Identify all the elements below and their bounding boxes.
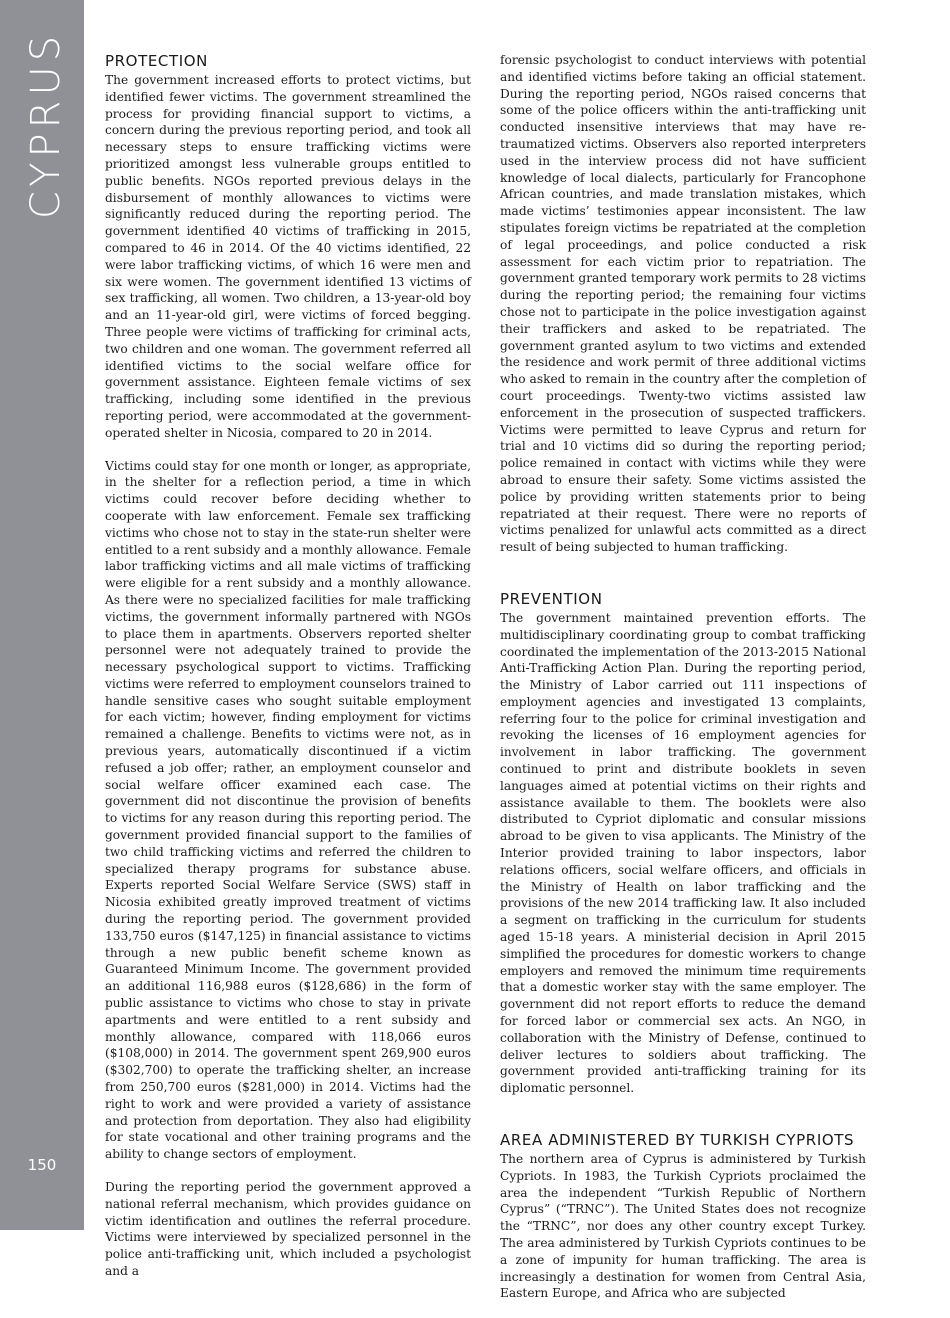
area-turkish-heading: AREA ADMINISTERED BY TURKISH CYPRIOTS [500, 1131, 855, 1150]
protection-paragraph-2: Victims could stay for one month or longer, as appropriate, in the shelter for a reflection period, a time in which victims could recover before deciding whether to cooperate with law enforcement. Female sex trafficking victims who chose not to stay in the state-run shelter were entitled to a rent subsidy and a monthly allowance. Female labor trafficking victims and all male victims of trafficking were eligible for a rent subsidy and a monthly allowance. As there were no specialized facilities for male trafficking victims, the government informally partnered with NGOs to place them in apartments. Observers reported shelter personnel were not adequately trained to provide the necessary psychological support to victims. Trafficking victims were referred to employment counselors trained to handle sensitive cases who sought suitable employment for each victim; however, finding employment for victims remained a challenge. Benefits to victims were not, as in previous years, automatically discontinued if a victim refused a job offer; rather, an employment counselor and social welfare officer examined each case. The government did not discontinue the provision of benefits to victims for any reason during this reporting period. The government provided financial support to the families of two child trafficking victims and referred the children to specialized therapy programs for substance abuse. Experts reported Social Welfare Service (SWS) staff in Nicosia exhibited greatly improved treatment of victims during the reporting period. The government provided 133,750 euros ($147,125) in financial assistance to victims through a new public benefit scheme known as Guaranteed Minimum Income. The government provided an additional 116,988 euros ($128,686) in the form of public assistance to victims who chose to stay in private apartments and were entitled to a rent subsidy and monthly allowance, compared with 118,066 euros ($108,000) in 2014. The government spent 269,900 euros ($302,700) to operate the trafficking shelter, an increase from 250,700 euros ($281,000) in 2014. Victims had the right to work and were provided a variety of assistance and protection from deportation. They also had eligibility for state vocational and other training programs and the ability to change sectors of employment. [105, 458, 471, 1162]
right-column [500, 52, 866, 1318]
sidebar [0, 0, 84, 1230]
protection-paragraph-3-start: During the reporting period the government approved a national referral mechanism, which provides guidance on victim identification and outlines the referral procedure. Victims were interviewed by specialized personnel in the police anti-trafficking unit, which included a psychologist and a [105, 1180, 471, 1278]
protection-paragraph-3-cont: forensic psychologist to conduct interviews with potential and identified victims before taking an official statement. During the reporting period, NGOs raised concerns that some of the police officers within the anti-trafficking unit conducted insensitive interviews that may have re-traumatized victims. Observers also reported interpreters used in the interview process did not have sufficient knowledge of local dialects, particularly for Francophone African countries, and made translation mistakes, which made victims’ testimonies appear inconsistent. The law stipulates foreign victims be repatriated at the completion of legal proceedings, and police conducted a risk assessment for each victim prior to repatriation. The government granted temporary work permits to 28 victims during the reporting period; the remaining four victims chose not to participate in the police investigation against their traffickers and asked to be repatriated. The government granted asylum to two victims and extended the residence and work permit of three additional victims who asked to remain in the country after the completion of court proceedings. Twenty-two victims assisted law enforcement in the prosecution of suspected traffickers. Victims were permitted to leave Cyprus and return for trial and 10 victims did so during the reporting period; police remained in contact with victims while they were abroad to ensure their safety. Some victims assisted the police by providing written statements prior to being repatriated at their request. There were no reports of victims penalized for unlawful acts committed as a direct result of being subjected to human trafficking. [500, 53, 866, 555]
protection-heading: PROTECTION [105, 52, 209, 70]
left-column [105, 52, 471, 1296]
protection-paragraph-1: The government increased efforts to protect victims, but identified fewer victims. The government streamlined the process for providing financial support to victims, a concern during the previous reporting period, and took all necessary steps to ensure trafficking victims were prioritized amongst less vulnerable groups entitled to public benefits. NGOs reported previous delays in the disbursement of monthly allowances to victims were significantly reduced during the reporting period. The government identified 40 victims of trafficking in 2015, compared to 46 in 2014. Of the 40 victims identified, 22 were labor trafficking victims, of which 16 were men and six were women. The government identified 13 victims of sex trafficking, all women. Two children, a 13-year-old boy and an 11-year-old girl, were victims of forced begging. Three people were victims of trafficking for criminal acts, two children and one woman. The government referred all identified victims to the social welfare office for government assistance. Eighteen female victims of sex trafficking, including some identified in the previous reporting period, were accommodated at the government-operated shelter in Nicosia, compared to 20 in 2014. [105, 73, 471, 440]
country-title: CYPRUS [23, 30, 69, 220]
area-turkish-paragraph: The northern area of Cyprus is administered by Turkish Cypriots. In 1983, the Turkish Cypriots proclaimed the area the independent “Turkish Republic of Northern Cyprus” (“TRNC”). The United States does not recognize the “TRNC”, nor does any other country except Turkey. The area administered by Turkish Cypriots continues to be a zone of impunity for human trafficking. The area is increasingly a destination for women from Central Asia, Eastern Europe, and Africa who are subjected [500, 1152, 866, 1301]
prevention-paragraph: The government maintained prevention efforts. The multidisciplinary coordinating group to combat trafficking coordinated the implementation of the 2013-2015 National Anti-Trafficking Action Plan. During the reporting period, the Ministry of Labor carried out 111 inspections of employment agencies and investigated 13 complaints, referring four to the police for criminal investigation and revoking the licenses of 16 employment agencies for involvement in labor trafficking. The government continued to print and distribute booklets in seven languages aimed at potential victims on their rights and assistance available to them. The booklets were also distributed to Cypriot diplomatic and consular missions abroad to be given to visa applicants. The Ministry of the Interior provided training to labor inspectors, labor relations officers, social welfare officers, and officials in the Ministry of Health on labor trafficking and the provisions of the new 2014 trafficking law. It also included a segment on trafficking in the curriculum for students aged 15-18 years. A ministerial decision in April 2015 simplified the procedures for domestic workers to change employers and removed the minimum time requirements that a domestic worker stay with the same employer. The government did not report efforts to reduce the demand for forced labor or commercial sex acts. An NGO, in collaboration with the Ministry of Defense, continued to deliver lectures to soldiers about trafficking. The government provided anti-trafficking training for its diplomatic personnel. [500, 610, 866, 1096]
prevention-heading: PREVENTION [500, 589, 603, 608]
page-number: 150 [27, 1156, 57, 1174]
